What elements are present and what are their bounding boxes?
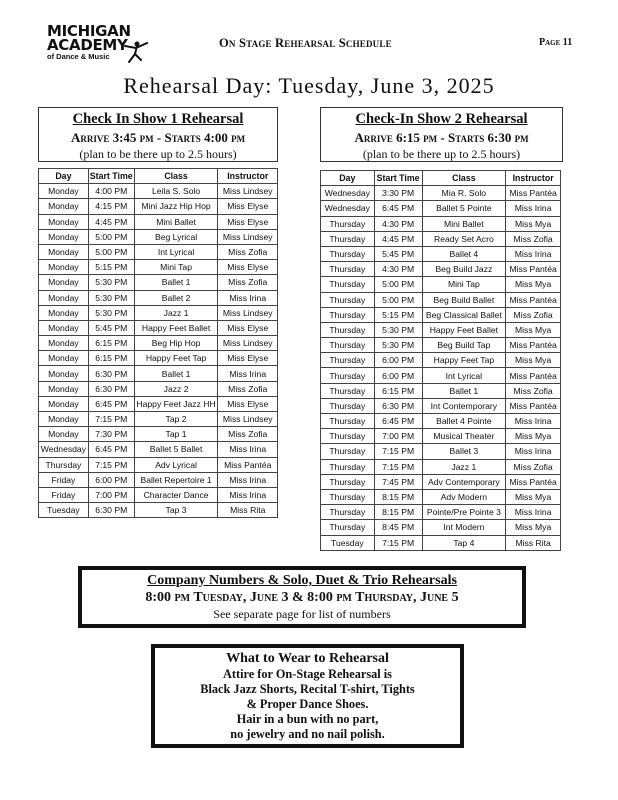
cell-class: Happy Feet Jazz HH xyxy=(134,396,218,411)
cell-class: Adv Modern xyxy=(422,489,506,504)
table-row xyxy=(39,366,278,381)
cell-class: Int Modern xyxy=(422,520,506,535)
table-row xyxy=(321,368,561,383)
cell-class: Tap 2 xyxy=(134,412,218,427)
table-row xyxy=(39,487,278,502)
cell-class: Jazz 1 xyxy=(134,305,218,320)
wear-line: Black Jazz Shorts, Recital T-shirt, Tights xyxy=(200,682,415,696)
logo-line-1: MICHIGAN xyxy=(47,22,131,40)
show2-arrive: Arrive 6:15 pm - Starts 6:30 pm xyxy=(354,130,529,145)
cell-instructor: Miss Zofia xyxy=(506,231,561,246)
cell-class: Int Lyrical xyxy=(134,244,218,259)
wear-line: Attire for On-Stage Rehearsal is xyxy=(223,667,392,681)
cell-instructor: Miss Zofia xyxy=(218,427,278,442)
cell-start-time: 6:15 PM xyxy=(374,383,422,398)
cell-start-time: 6:45 PM xyxy=(88,442,134,457)
cell-instructor: Miss Irina xyxy=(218,442,278,457)
cell-instructor: Miss Elyse xyxy=(218,199,278,214)
cell-instructor: Miss Mya xyxy=(506,429,561,444)
cell-instructor: Miss Zofia xyxy=(506,307,561,322)
cell-instructor: Miss Pantéa xyxy=(506,262,561,277)
cell-start-time: 7:45 PM xyxy=(374,474,422,489)
cell-start-time: 5:30 PM xyxy=(374,338,422,353)
cell-instructor: Miss Zofia xyxy=(218,244,278,259)
cell-class: Musical Theater xyxy=(422,429,506,444)
cell-class: Tap 3 xyxy=(134,503,218,518)
cell-start-time: 7:15 PM xyxy=(88,412,134,427)
cell-class: Beg Build Ballet xyxy=(422,292,506,307)
table-row xyxy=(321,505,561,520)
cell-day: Thursday xyxy=(321,322,375,337)
cell-instructor: Miss Pantéa xyxy=(506,338,561,353)
cell-start-time: 4:15 PM xyxy=(88,199,134,214)
cell-day: Friday xyxy=(39,472,89,487)
cell-start-time: 7:15 PM xyxy=(374,535,422,550)
table-row xyxy=(39,320,278,335)
cell-instructor: Miss Zofia xyxy=(506,383,561,398)
table-row xyxy=(39,275,278,290)
cell-instructor: Miss Zofia xyxy=(218,381,278,396)
cell-day: Thursday xyxy=(39,457,89,472)
cell-class: Jazz 2 xyxy=(134,381,218,396)
cell-day: Thursday xyxy=(321,489,375,504)
cell-day: Thursday xyxy=(321,231,375,246)
cell-instructor: Miss Rita xyxy=(218,503,278,518)
wear-line: & Proper Dance Shoes. xyxy=(246,697,369,711)
cell-day: Monday xyxy=(39,381,89,396)
wear-title: What to Wear to Rehearsal xyxy=(226,651,389,666)
cell-start-time: 8:15 PM xyxy=(374,505,422,520)
cell-instructor: Miss Elyse xyxy=(218,351,278,366)
header-title xyxy=(219,36,392,51)
wear-line: no jewelry and no nail polish. xyxy=(230,727,385,741)
cell-start-time: 5:00 PM xyxy=(88,244,134,259)
table-row xyxy=(321,520,561,535)
table-row xyxy=(39,184,278,199)
cell-instructor: Miss Mya xyxy=(506,277,561,292)
cell-day: Thursday xyxy=(321,307,375,322)
cell-day: Thursday xyxy=(321,505,375,520)
cell-start-time: 6:30 PM xyxy=(374,398,422,413)
cell-start-time: 6:00 PM xyxy=(88,472,134,487)
cell-day: Thursday xyxy=(321,383,375,398)
cell-start-time: 5:15 PM xyxy=(88,260,134,275)
cell-instructor: Miss Irina xyxy=(218,487,278,502)
table-row xyxy=(321,277,561,292)
table-row xyxy=(321,489,561,504)
table-row xyxy=(39,260,278,275)
cell-instructor: Miss Pantéa xyxy=(506,398,561,413)
cell-day: Thursday xyxy=(321,398,375,413)
cell-day: Thursday xyxy=(321,277,375,292)
cell-instructor: Miss Lindsey xyxy=(218,305,278,320)
cell-class: Tap 4 xyxy=(422,535,506,550)
cell-start-time: 5:15 PM xyxy=(374,307,422,322)
cell-instructor: Miss Irina xyxy=(218,290,278,305)
cell-day: Thursday xyxy=(321,246,375,261)
cell-class: Adv Lyrical xyxy=(134,457,218,472)
col-start-time: Start Time xyxy=(88,169,134,184)
cell-class: Tap 1 xyxy=(134,427,218,442)
cell-day: Monday xyxy=(39,275,89,290)
cell-instructor: Miss Rita xyxy=(506,535,561,550)
cell-start-time: 5:45 PM xyxy=(374,246,422,261)
table-row xyxy=(39,305,278,320)
table-row xyxy=(39,351,278,366)
cell-start-time: 7:15 PM xyxy=(374,444,422,459)
company-title: Company Numbers & Solo, Duet & Trio Rehearsals xyxy=(147,573,457,588)
cell-day: Monday xyxy=(39,199,89,214)
show1-arrive: Arrive 3:45 pm - Starts 4:00 pm xyxy=(70,130,246,145)
cell-start-time: 6:30 PM xyxy=(88,381,134,396)
col-class: Class xyxy=(422,171,506,186)
rehearsal-day-title: Rehearsal Day: Tuesday, June 3, 2025 xyxy=(123,73,495,98)
table-row xyxy=(321,201,561,216)
cell-day: Thursday xyxy=(321,262,375,277)
table-row xyxy=(39,290,278,305)
cell-instructor: Miss Mya xyxy=(506,489,561,504)
cell-instructor: Miss Lindsey xyxy=(218,412,278,427)
cell-day: Thursday xyxy=(321,338,375,353)
table-row xyxy=(39,229,278,244)
show1-title: Check In Show 1 Rehearsal xyxy=(72,111,244,127)
cell-class: Ballet 1 xyxy=(134,366,218,381)
cell-start-time: 6:45 PM xyxy=(374,414,422,429)
cell-start-time: 8:15 PM xyxy=(374,489,422,504)
company-note: See separate page for list of numbers xyxy=(213,607,391,621)
cell-start-time: 5:30 PM xyxy=(88,290,134,305)
table-row xyxy=(39,457,278,472)
col-instructor: Instructor xyxy=(506,171,561,186)
table-row xyxy=(39,412,278,427)
cell-start-time: 5:30 PM xyxy=(88,305,134,320)
cell-instructor: Miss Lindsey xyxy=(218,336,278,351)
cell-class: Mini Ballet xyxy=(422,216,506,231)
logo-line-2: ACADEMY xyxy=(47,36,128,54)
cell-class: Adv Contemporary xyxy=(422,474,506,489)
cell-class: Ballet 2 xyxy=(134,290,218,305)
cell-class: Mini Ballet xyxy=(134,214,218,229)
cell-start-time: 5:00 PM xyxy=(374,292,422,307)
table-row xyxy=(321,246,561,261)
cell-day: Monday xyxy=(39,336,89,351)
cell-day: Monday xyxy=(39,427,89,442)
table-row xyxy=(321,216,561,231)
cell-class: Ballet 1 xyxy=(422,383,506,398)
cell-instructor: Miss Irina xyxy=(506,414,561,429)
cell-start-time: 6:15 PM xyxy=(88,336,134,351)
cell-class: Int Contemporary xyxy=(422,398,506,413)
cell-instructor: Miss Elyse xyxy=(218,214,278,229)
cell-start-time: 5:45 PM xyxy=(88,320,134,335)
cell-instructor: Miss Mya xyxy=(506,520,561,535)
company-rehearsals-box xyxy=(78,566,526,628)
cell-class: Ready Set Acro xyxy=(422,231,506,246)
cell-start-time: 5:30 PM xyxy=(374,322,422,337)
table-row xyxy=(321,535,561,550)
cell-day: Thursday xyxy=(321,429,375,444)
cell-start-time: 4:45 PM xyxy=(88,214,134,229)
table-row xyxy=(39,244,278,259)
show1-header-box xyxy=(38,107,278,162)
table-row xyxy=(321,444,561,459)
academy-logo xyxy=(47,24,147,61)
cell-day: Friday xyxy=(39,487,89,502)
cell-day: Thursday xyxy=(321,474,375,489)
cell-day: Monday xyxy=(39,320,89,335)
cell-class: Mia R. Solo xyxy=(422,186,506,201)
cell-class: Character Dance xyxy=(134,487,218,502)
table-row xyxy=(39,214,278,229)
cell-day: Thursday xyxy=(321,216,375,231)
table-row xyxy=(321,322,561,337)
cell-class: Ballet 5 Ballet xyxy=(134,442,218,457)
cell-class: Ballet 4 xyxy=(422,246,506,261)
cell-day: Thursday xyxy=(321,459,375,474)
page-number: Page 11 xyxy=(539,37,573,48)
cell-class: Happy Feet Tap xyxy=(422,353,506,368)
table-row xyxy=(321,231,561,246)
cell-class: Ballet 4 Pointe xyxy=(422,414,506,429)
cell-instructor: Miss Lindsey xyxy=(218,229,278,244)
table-row xyxy=(39,427,278,442)
cell-class: Ballet Repertoire 1 xyxy=(134,472,218,487)
cell-class: Happy Feet Ballet xyxy=(134,320,218,335)
cell-class: Mini Jazz Hip Hop xyxy=(134,199,218,214)
cell-start-time: 7:30 PM xyxy=(88,427,134,442)
table-row xyxy=(39,396,278,411)
cell-instructor: Miss Mya xyxy=(506,322,561,337)
cell-day: Thursday xyxy=(321,368,375,383)
logo-line-3: of Dance & Music xyxy=(47,52,110,61)
cell-instructor: Miss Pantéa xyxy=(218,457,278,472)
cell-instructor: Miss Irina xyxy=(506,246,561,261)
col-start-time: Start Time xyxy=(374,171,422,186)
cell-day: Thursday xyxy=(321,292,375,307)
cell-day: Thursday xyxy=(321,353,375,368)
cell-day: Monday xyxy=(39,412,89,427)
cell-instructor: Miss Irina xyxy=(506,201,561,216)
cell-start-time: 4:00 PM xyxy=(88,184,134,199)
cell-start-time: 4:45 PM xyxy=(374,231,422,246)
wear-line: Hair in a bun with no part, xyxy=(236,712,379,726)
cell-day: Monday xyxy=(39,396,89,411)
cell-instructor: Miss Pantéa xyxy=(506,368,561,383)
cell-class: Jazz 1 xyxy=(422,459,506,474)
cell-start-time: 5:00 PM xyxy=(374,277,422,292)
cell-start-time: 4:30 PM xyxy=(374,262,422,277)
cell-day: Tuesday xyxy=(39,503,89,518)
cell-day: Thursday xyxy=(321,444,375,459)
cell-instructor: Miss Zofia xyxy=(506,459,561,474)
table-row xyxy=(39,381,278,396)
cell-instructor: Miss Mya xyxy=(506,216,561,231)
cell-instructor: Miss Irina xyxy=(218,366,278,381)
cell-day: Tuesday xyxy=(321,535,375,550)
table-row xyxy=(321,398,561,413)
table-header-row xyxy=(39,169,278,184)
cell-class: Beg Lyrical xyxy=(134,229,218,244)
cell-start-time: 7:15 PM xyxy=(374,459,422,474)
cell-class: Mini Tap xyxy=(422,277,506,292)
cell-instructor: Miss Irina xyxy=(218,472,278,487)
show2-schedule-table xyxy=(320,170,561,551)
table-row xyxy=(321,338,561,353)
cell-class: Int Lyrical xyxy=(422,368,506,383)
company-when: 8:00 pm Tuesday, June 3 & 8:00 pm Thursday, June 5 xyxy=(145,590,459,605)
cell-instructor: Miss Pantéa xyxy=(506,474,561,489)
cell-instructor: Miss Mya xyxy=(506,353,561,368)
cell-class: Happy Feet Tap xyxy=(134,351,218,366)
cell-start-time: 5:00 PM xyxy=(88,229,134,244)
cell-class: Beg Classical Ballet xyxy=(422,307,506,322)
cell-instructor: Miss Pantéa xyxy=(506,292,561,307)
show2-plan: (plan to be there up to 2.5 hours) xyxy=(362,147,521,161)
col-instructor: Instructor xyxy=(218,169,278,184)
header-title-text: On Stage Rehearsal Schedule xyxy=(219,36,392,50)
cell-instructor: Miss Elyse xyxy=(218,396,278,411)
cell-start-time: 6:30 PM xyxy=(88,503,134,518)
col-day: Day xyxy=(321,171,375,186)
table-row xyxy=(39,442,278,457)
cell-class: Happy Feet Ballet xyxy=(422,322,506,337)
table-row xyxy=(321,353,561,368)
table-row xyxy=(321,414,561,429)
cell-day: Monday xyxy=(39,229,89,244)
cell-day: Monday xyxy=(39,351,89,366)
show1-schedule-table xyxy=(38,168,278,518)
cell-day: Monday xyxy=(39,305,89,320)
show1-plan: (plan to be there up to 2.5 hours) xyxy=(79,147,237,161)
cell-day: Monday xyxy=(39,244,89,259)
cell-start-time: 6:00 PM xyxy=(374,368,422,383)
col-day: Day xyxy=(39,169,89,184)
cell-start-time: 7:00 PM xyxy=(374,429,422,444)
cell-start-time: 6:45 PM xyxy=(88,396,134,411)
cell-day: Thursday xyxy=(321,520,375,535)
table-header-row xyxy=(321,171,561,186)
cell-instructor: Miss Irina xyxy=(506,444,561,459)
table-row xyxy=(321,262,561,277)
show2-title: Check-In Show 2 Rehearsal xyxy=(355,111,528,127)
cell-class: Ballet 3 xyxy=(422,444,506,459)
table-row xyxy=(39,199,278,214)
cell-class: Beg Build Tap xyxy=(422,338,506,353)
table-row xyxy=(39,503,278,518)
table-row xyxy=(321,383,561,398)
cell-start-time: 7:15 PM xyxy=(88,457,134,472)
cell-class: Leila S. Solo xyxy=(134,184,218,199)
cell-day: Wednesday xyxy=(39,442,89,457)
cell-class: Mini Tap xyxy=(134,260,218,275)
cell-instructor: Miss Elyse xyxy=(218,320,278,335)
cell-start-time: 6:45 PM xyxy=(374,201,422,216)
cell-start-time: 3:30 PM xyxy=(374,186,422,201)
cell-day: Thursday xyxy=(321,414,375,429)
cell-start-time: 6:15 PM xyxy=(88,351,134,366)
table-row xyxy=(321,474,561,489)
table-row xyxy=(321,307,561,322)
cell-start-time: 4:30 PM xyxy=(374,216,422,231)
show2-header-box xyxy=(320,107,563,162)
cell-class: Pointe/Pre Pointe 3 xyxy=(422,505,506,520)
cell-class: Beg Build Jazz xyxy=(422,262,506,277)
what-to-wear-box xyxy=(151,644,464,748)
cell-start-time: 6:00 PM xyxy=(374,353,422,368)
cell-instructor: Miss Elyse xyxy=(218,260,278,275)
cell-class: Beg Hip Hop xyxy=(134,336,218,351)
cell-start-time: 7:00 PM xyxy=(88,487,134,502)
cell-day: Wednesday xyxy=(321,201,375,216)
cell-start-time: 6:30 PM xyxy=(88,366,134,381)
cell-instructor: Miss Lindsey xyxy=(218,184,278,199)
table-row xyxy=(39,336,278,351)
cell-class: Ballet 1 xyxy=(134,275,218,290)
cell-day: Monday xyxy=(39,214,89,229)
cell-day: Monday xyxy=(39,366,89,381)
table-row xyxy=(321,186,561,201)
cell-day: Monday xyxy=(39,184,89,199)
cell-start-time: 8:45 PM xyxy=(374,520,422,535)
cell-day: Wednesday xyxy=(321,186,375,201)
cell-instructor: Miss Pantéa xyxy=(506,186,561,201)
cell-start-time: 5:30 PM xyxy=(88,275,134,290)
table-row xyxy=(321,292,561,307)
cell-instructor: Miss Zofia xyxy=(218,275,278,290)
table-row xyxy=(321,429,561,444)
cell-day: Monday xyxy=(39,290,89,305)
dancer-icon xyxy=(111,40,151,64)
col-class: Class xyxy=(134,169,218,184)
cell-day: Monday xyxy=(39,260,89,275)
table-row xyxy=(321,459,561,474)
table-row xyxy=(39,472,278,487)
cell-class: Ballet 5 Pointe xyxy=(422,201,506,216)
cell-instructor: Miss Irina xyxy=(506,505,561,520)
